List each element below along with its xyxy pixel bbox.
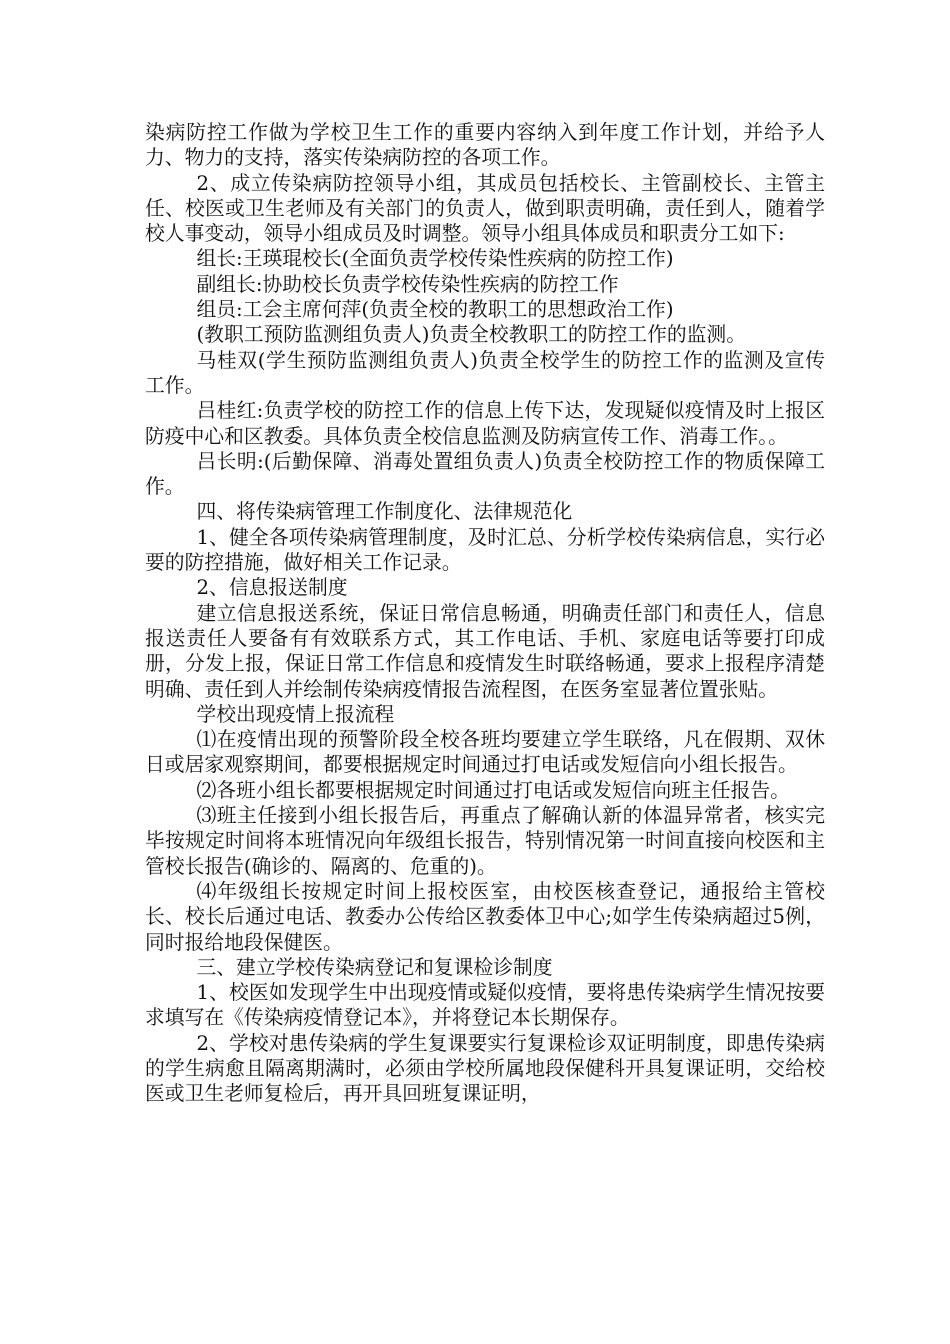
paragraph-21: 2、学校对患传染病的学生复课要实行复课检诊双证明制度，即患传染病的学生病愈且隔离期满时，必须由学校所属地段保健科开具复课证明，交给校医或卫生老师复检后，再开具回班复课证明， <box>145 1031 825 1106</box>
section-heading-3: 三、建立学校传染病登记和复课检诊制度 <box>196 955 553 979</box>
paragraph-1: 染病防控工作做为学校卫生工作的重要内容纳入到年度工作计划，并给予人力、物力的支持，落实传染病防控的各项工作。 <box>145 121 825 170</box>
paragraph-6: (教职工预防监测组负责人)负责全校教职工的防控工作的监测。 <box>196 323 747 347</box>
paragraph-7: 马桂双(学生预防监测组负责人)负责全校学生的防控工作的监测及宣传工作。 <box>145 348 825 397</box>
paragraph-18: ⑷年级组长按规定时间上报校医室，由校医核查登记，通报给主管校长、校长后通过电话、教委办公传给区教委体卫中心;如学生传染病超过5例，同时报给地段保健医。 <box>145 879 825 954</box>
paragraph-11: 1、健全各项传染病管理制度，及时汇总、分析学校传染病信息，实行必要的防控措施，做好相关工作记录。 <box>145 525 825 575</box>
paragraph-8: 吕桂红:负责学校的防控工作的信息上传下达，发现疑似疫情及时上报区防疫中心和区教委。具体负责全校信息监测及防病宣传工作、消毒工作。。 <box>145 399 825 448</box>
paragraph-16: ⑵各班小组长都要根据规定时间通过打电话或发短信向班主任报告。 <box>196 778 790 802</box>
paragraph-9: 吕长明:(后勤保障、消毒处置组负责人)负责全校防控工作的物质保障工作。 <box>145 449 825 499</box>
document-page <box>145 120 825 1107</box>
paragraph-2: 2、成立传染病防控领导小组，其成员包括校长、主管副校长、主管主任、校医或卫生老师及有关部门的负责人，做到职责明确，责任到人，随着学校人事变动，领导小组成员及时调整。领导小组具体成员和职责分工如下: <box>145 171 825 246</box>
subheading-report-flow: 学校出现疫情上报流程 <box>196 702 395 726</box>
paragraph-3: 组长:王瑛琨校长(全面负责学校传染性疾病的防控工作) <box>196 247 674 271</box>
paragraph-5: 组员:工会主席何萍(负责全校的教职工的思想政治工作) <box>196 298 674 322</box>
paragraph-20: 1、校医如发现学生中出现疫情或疑似疫情，要将患传染病学生情况按要求填写在《传染病疫情登记本》，并将登记本长期保存。 <box>145 981 825 1030</box>
subheading-info-report: 2、信息报送制度 <box>196 576 348 600</box>
paragraph-17: ⑶班主任接到小组长报告后，再重点了解确认新的体温异常者，核实完毕按规定时间将本班情况向年级组长报告，特别情况第一时间直接向校医和主管校长报告(确诊的、隔离的、危重的)。 <box>145 804 825 878</box>
paragraph-4: 副组长:协助校长负责学校传染性疾病的防控工作 <box>196 272 619 296</box>
paragraph-13: 建立信息报送系统，保证日常信息畅通，明确责任部门和责任人，信息报送责任人要备有有效联系方式，其工作电话、手机、家庭电话等要打印成册，分发上报，保证日常工作信息和疫情发生时联络畅通，要求上报程序清楚明确、责任到人并绘制传染病疫情报告流程图，在医务室显著位置张贴。 <box>145 601 825 701</box>
section-heading-4: 四、将传染病管理工作制度化、法律规范化 <box>196 500 573 524</box>
paragraph-15: ⑴在疫情出现的预警阶段全校各班均要建立学生联络，凡在假期、双休日或居家观察期间，都要根据规定时间通过打电话或发短信向小组长报告。 <box>145 728 825 777</box>
